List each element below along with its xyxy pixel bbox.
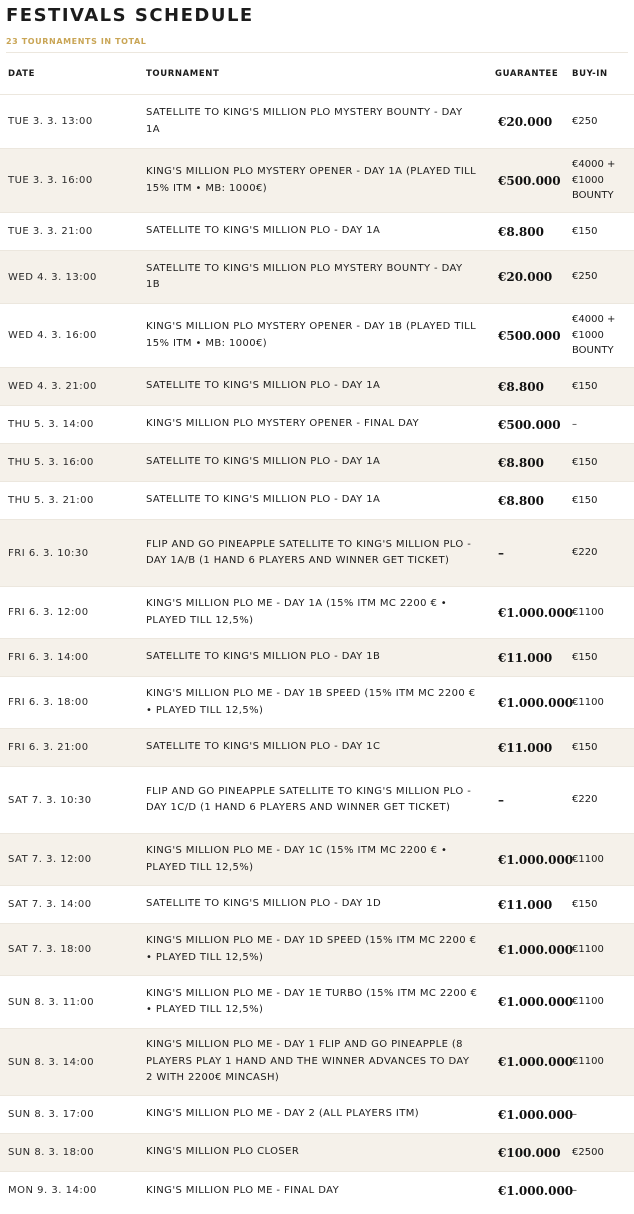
row-guarantee: €11.000: [498, 650, 553, 665]
table-row: [0, 304, 634, 368]
row-date: FRI 6. 3. 12:00: [8, 607, 89, 618]
row-guarantee: €500.000: [498, 417, 561, 432]
table-row: [0, 520, 634, 587]
row-date: SAT 7. 3. 18:00: [8, 944, 92, 955]
table-row: [0, 149, 634, 213]
row-guarantee: €20.000: [498, 270, 553, 284]
row-buyin: €1100: [572, 1056, 604, 1068]
row-buyin: €150: [572, 225, 598, 237]
row-tournament-name: KING'S MILLION PLO MYSTERY OPENER - DAY 1B (PLAYED TILL 15% ITM • MB: 1000€): [146, 321, 477, 349]
row-guarantee: €1.000.000: [498, 1055, 574, 1069]
row-buyin: €150: [572, 651, 598, 663]
table-header: [0, 54, 634, 95]
row-tournament-name: SATELLITE TO KING'S MILLION PLO - DAY 1C: [146, 741, 381, 753]
column-header-buyin: BUY-IN: [572, 69, 608, 79]
row-date: TUE 3. 3. 13:00: [8, 116, 93, 127]
row-buyin: €150: [572, 456, 598, 468]
table-row: [0, 213, 634, 251]
row-guarantee: €11.000: [498, 897, 553, 912]
row-date: THU 5. 3. 21:00: [8, 495, 94, 506]
row-date: SAT 7. 3. 14:00: [8, 899, 92, 910]
row-buyin: €220: [572, 547, 598, 559]
table-row: [0, 406, 634, 444]
table-row: [0, 886, 634, 924]
row-buyin: €220: [572, 794, 598, 806]
row-guarantee: €500.000: [498, 173, 561, 188]
row-tournament-name: KING'S MILLION PLO ME - DAY 1C (15% ITM MC 2200 € • PLAYED TILL 12,5%): [146, 845, 448, 873]
row-date: THU 5. 3. 16:00: [8, 457, 94, 468]
row-tournament-name: SATELLITE TO KING'S MILLION PLO - DAY 1A: [146, 456, 381, 468]
table-row: [0, 729, 634, 767]
column-header-date: DATE: [8, 69, 35, 79]
row-guarantee: €1.000.000: [498, 695, 574, 710]
row-guarantee: €1.000.000: [498, 995, 574, 1009]
row-guarantee: –: [498, 546, 504, 560]
tournament-count: 23 TOURNAMENTS IN TOTAL: [6, 37, 147, 46]
table-row: [0, 482, 634, 520]
table-row: [0, 1029, 634, 1096]
row-date: TUE 3. 3. 21:00: [8, 226, 93, 237]
table-row: [0, 1096, 634, 1134]
row-buyin: €250: [572, 115, 598, 127]
table-row: [0, 95, 634, 149]
column-header-tournament: TOURNAMENT: [146, 69, 220, 79]
row-tournament-name: KING'S MILLION PLO ME - DAY 2 (ALL PLAYERS ITM): [146, 1108, 420, 1120]
row-buyin: €150: [572, 380, 598, 392]
row-tournament-name: FLIP AND GO PINEAPPLE SATELLITE TO KING'S MILLION PLO - DAY 1C/D (1 HAND 6 PLAYERS AND WINNER GET TICKET): [146, 785, 472, 813]
row-tournament-name: SATELLITE TO KING'S MILLION PLO - DAY 1D: [146, 898, 382, 910]
row-date: TUE 3. 3. 16:00: [8, 175, 93, 186]
row-guarantee: €8.800: [498, 493, 544, 508]
row-guarantee: –: [498, 793, 504, 807]
row-tournament-name: KING'S MILLION PLO MYSTERY OPENER - FINAL DAY: [146, 418, 420, 430]
row-tournament-name: KING'S MILLION PLO ME - DAY 1B SPEED (15% ITM MC 2200 € • PLAYED TILL 12,5%): [146, 688, 476, 716]
row-tournament-name: SATELLITE TO KING'S MILLION PLO - DAY 1A: [146, 380, 381, 392]
row-buyin: €1100: [572, 606, 604, 618]
row-tournament-name: KING'S MILLION PLO ME - DAY 1E TURBO (15% ITM MC 2200 € • PLAYED TILL 12,5%): [146, 987, 478, 1015]
row-guarantee: €20.000: [498, 114, 553, 129]
row-tournament-name: FLIP AND GO PINEAPPLE SATELLITE TO KING'S MILLION PLO - DAY 1A/B (1 HAND 6 PLAYERS AND WINNER GET TICKET): [146, 538, 472, 566]
row-buyin: €1100: [572, 853, 604, 865]
row-guarantee: €8.800: [498, 224, 544, 239]
row-tournament-name: SATELLITE TO KING'S MILLION PLO - DAY 1A: [146, 225, 381, 237]
row-date: SAT 7. 3. 12:00: [8, 854, 92, 865]
row-date: MON 9. 3. 14:00: [8, 1185, 97, 1197]
table-row: [0, 767, 634, 834]
row-buyin: –: [572, 1108, 577, 1120]
row-tournament-name: KING'S MILLION PLO CLOSER: [146, 1146, 300, 1158]
schedule-table: [0, 54, 634, 1210]
row-tournament-name: KING'S MILLION PLO ME - DAY 1 FLIP AND GO PINEAPPLE (8 PLAYERS PLAY 1 HAND AND THE WINNER ADVANCES TO DAY 2 WITH 2200€ MINCASH): [146, 1039, 470, 1084]
row-buyin: €1100: [572, 996, 604, 1008]
row-tournament-name: KING'S MILLION PLO ME - DAY 1D SPEED (15% ITM MC 2200 € • PLAYED TILL 12,5%): [146, 935, 477, 963]
row-guarantee: €500.000: [498, 328, 561, 343]
row-date: SUN 8. 3. 18:00: [8, 1147, 95, 1158]
table-row: [0, 587, 634, 639]
table-row: [0, 924, 634, 976]
page-header: [0, 0, 634, 54]
row-date: SUN 8. 3. 14:00: [8, 1056, 95, 1068]
table-row: [0, 834, 634, 886]
table-row: [0, 1134, 634, 1172]
header-divider: [6, 52, 628, 53]
table-row: [0, 251, 634, 304]
row-tournament-name: KING'S MILLION PLO ME - FINAL DAY: [146, 1184, 340, 1196]
table-row: [0, 639, 634, 677]
row-date: WED 4. 3. 16:00: [8, 330, 97, 341]
row-guarantee: €11.000: [498, 740, 553, 755]
row-date: SUN 8. 3. 11:00: [8, 996, 95, 1008]
table-row: [0, 368, 634, 406]
row-tournament-name: SATELLITE TO KING'S MILLION PLO - DAY 1A: [146, 494, 381, 506]
row-tournament-name: KING'S MILLION PLO ME - DAY 1A (15% ITM MC 2200 € • PLAYED TILL 12,5%): [146, 598, 448, 626]
row-buyin: –: [572, 1185, 577, 1196]
row-date: FRI 6. 3. 10:30: [8, 547, 89, 559]
row-buyin: €1100: [572, 696, 604, 708]
table-row: [0, 677, 634, 729]
row-tournament-name: SATELLITE TO KING'S MILLION PLO MYSTERY BOUNTY - DAY 1B: [146, 262, 463, 290]
page-title: FESTIVALS SCHEDULE: [6, 5, 254, 26]
row-tournament-name: SATELLITE TO KING'S MILLION PLO MYSTERY BOUNTY - DAY 1A: [146, 107, 463, 135]
column-header-guarantee: GUARANTEE: [495, 69, 559, 79]
row-guarantee: €8.800: [498, 455, 544, 470]
row-date: FRI 6. 3. 18:00: [8, 697, 89, 708]
table-body: [0, 95, 634, 1210]
row-buyin: €250: [572, 271, 598, 283]
row-guarantee: €1.000.000: [498, 852, 574, 867]
row-buyin: €150: [572, 898, 598, 910]
row-date: WED 4. 3. 13:00: [8, 271, 97, 283]
row-buyin: €1100: [572, 943, 604, 955]
row-date: FRI 6. 3. 14:00: [8, 652, 89, 663]
table-row: [0, 1172, 634, 1210]
row-tournament-name: SATELLITE TO KING'S MILLION PLO - DAY 1B: [146, 651, 381, 663]
row-guarantee: €100.000: [498, 1145, 561, 1160]
row-date: THU 5. 3. 14:00: [8, 419, 94, 430]
row-tournament-name: KING'S MILLION PLO MYSTERY OPENER - DAY 1A (PLAYED TILL 15% ITM • MB: 1000€): [146, 166, 477, 194]
row-date: FRI 6. 3. 21:00: [8, 742, 89, 753]
row-buyin: €4000 + €1000 BOUNTY: [572, 159, 616, 202]
row-date: SUN 8. 3. 17:00: [8, 1109, 95, 1120]
row-buyin: –: [572, 418, 577, 430]
table-row: [0, 444, 634, 482]
row-date: WED 4. 3. 21:00: [8, 381, 97, 392]
row-guarantee: €1.000.000: [498, 1107, 574, 1122]
row-buyin: €2500: [572, 1146, 604, 1158]
row-date: SAT 7. 3. 10:30: [8, 794, 92, 806]
row-guarantee: €1.000.000: [498, 605, 574, 620]
row-guarantee: €1.000.000: [498, 1183, 574, 1198]
row-buyin: €150: [572, 741, 598, 753]
row-guarantee: €8.800: [498, 379, 544, 394]
row-buyin: €4000 + €1000 BOUNTY: [572, 314, 616, 357]
row-buyin: €150: [572, 494, 598, 506]
table-row: [0, 976, 634, 1029]
row-guarantee: €1.000.000: [498, 942, 574, 957]
